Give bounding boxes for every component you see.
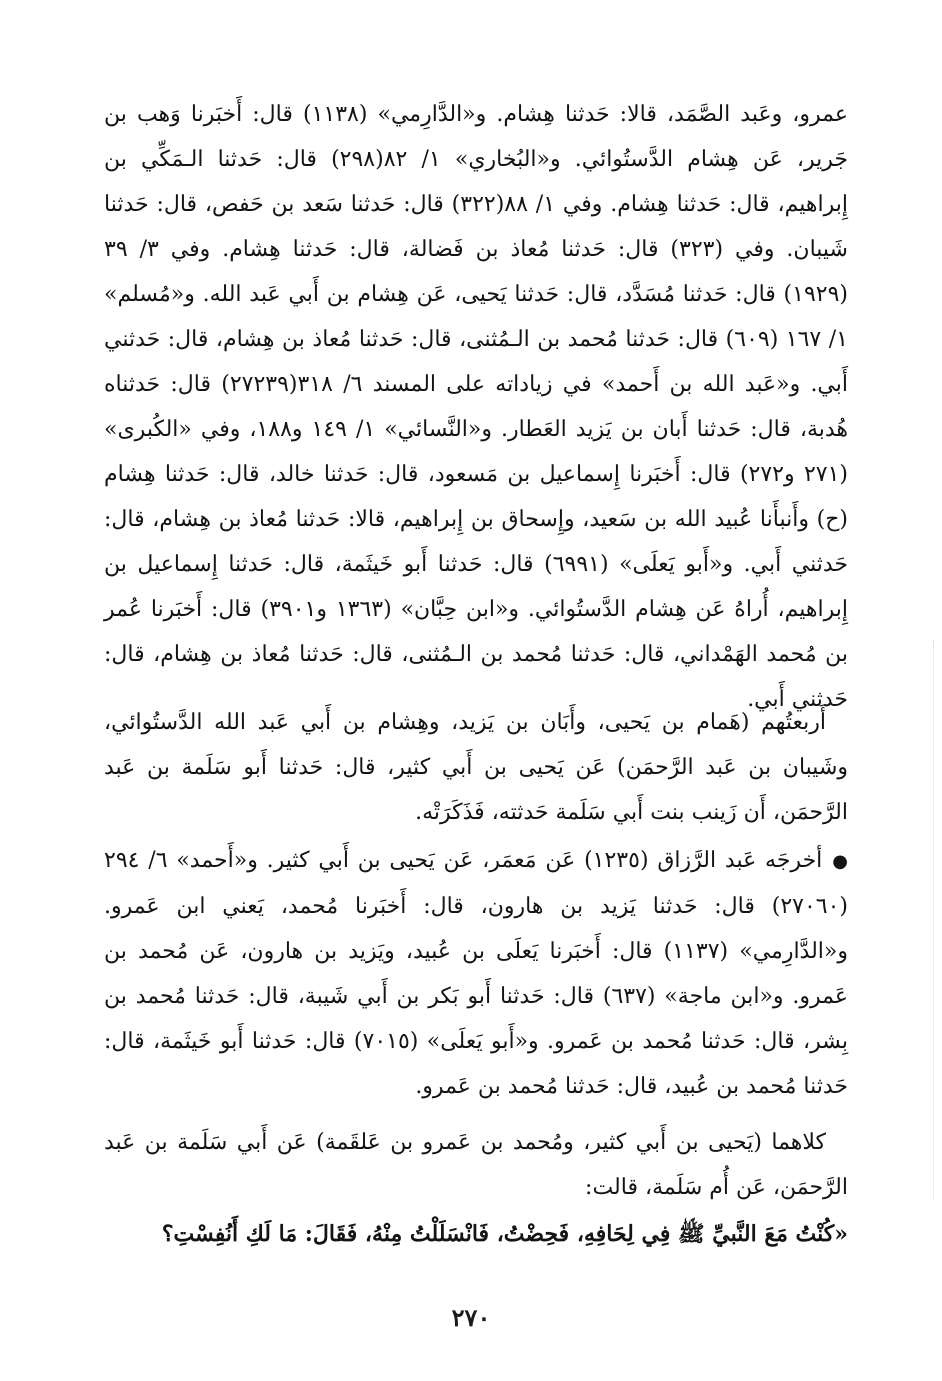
hadith-matn: «كُنْتُ مَعَ النَّبيِّ ﷺ فِي لِحَافِهِ، فَحِضْتُ، فَانْسَلَلْتُ مِنْهُ، فَقَالَ: مَا لَكِ أَنُفِسْتِ؟ <box>161 1221 848 1247</box>
page-number: ٢٧٠ <box>451 1303 491 1332</box>
narrators-paragraph: أَربعتُهم (هَمام بن يَحيى، وأَبَان بن يَزيد، وهِشام بن أَبي عَبد الله الدَّستُوائي، وشَيبان بن عَبد الرَّحمَن) عَن يَحيى بن أَبي كثير، قال: حَدثنا أَبو سَلَمة بن عَبد الرَّحمَن، أَن زَينب بنت أَبي سَلَمة حَدثته، فَذَكَرَتْه. <box>104 710 848 825</box>
isnad-summary-paragraph: كلاهما (يَحيى بن أَبي كثير، ومُحمد بن عَمرو بن عَلقَمة) عَن أَبي سَلَمة بن عَبد الرَّحمَن، عَن أُم سَلَمة، قالت: <box>104 1130 848 1200</box>
scan-margin-artifact <box>923 640 934 1200</box>
bullet-icon: ● <box>832 851 848 872</box>
hadith-takhrij-paragraph: عمرو، وعَبد الصَّمَد، قالا: حَدثنا هِشام. و«الدَّارِمي» (١١٣٨) قال: أَخبَرنا وَهب بن جَرير، عَن هِشام الدَّستُوائي. و«البُخاري» ١/ ٨٢(٢٩٨) قال: حَدثنا الـمَكِّي بن إِبراهيم، قال: حَدثنا هِشام. وفي ١/ ٨٨(٣٢٢) قال: حَدثنا سَعد بن حَفص، قال: حَدثنا شَيبان. وفي (٣٢٣) قال: حَدثنا مُعاذ بن فَضالة، قال: حَدثنا هِشام. وفي ٣/ ٣٩ (١٩٢٩) قال: حَدثنا مُسَدَّد، قال: حَدثنا يَحيى، عَن هِشام بن أَبي عَبد الله. و«مُسلم» ١/ ١٦٧ (٦٠٩) قال: حَدثنا مُحمد بن الـمُثنى، قال: حَدثنا مُعاذ بن هِشام، قال: حَدثني أَبي. و«عَبد الله بن أَحمد» في زياداته على المسند ٦/ ٣١٨(٢٧٢٣٩) قال: حَدثناه هُدبة، قال: حَدثنا أَبان بن يَزيد العَطار. و«النَّسائي» ١/ ١٤٩ و١٨٨، وفي «الكُبرى» (٢٧١ و٢٧٢) قال: أَخبَرنا إِسماعيل بن مَسعود، قال: حَدثنا خالد، قال: حَدثنا هِشام (ح) وأَنبأَنا عُبيد الله بن سَعيد، وإِسحاق بن إِبراهيم، قالا: حَدثنا مُعاذ بن هِشام، قال: حَدثني أَبي. و«أَبو يَعلَى» (٦٩٩١) قال: حَدثنا أَبو خَيثَمة، قال: حَدثنا إِسماعيل بن إِبراهيم، أُراهُ عَن هِشام الدَّستُوائي. و«ابن حِبَّان» (١٣٦٣ و٣٩٠١) قال: أَخبَرنا عُمر بن مُحمد الهَمْداني، قال: حَدثنا مُحمد بن الـمُثنى، قال: حَدثنا مُعاذ بن هِشام، قال: حَدثني أَبي. <box>104 102 849 712</box>
takhrij-bullet-paragraph <box>104 838 848 1109</box>
takhrij-bullet-text: أخرجَه عَبد الرَّزاق (١٢٣٥) عَن مَعمَر، عَن يَحيى بن أَبي كثير. و«أَحمد» ٦/ ٢٩٤ (٢٧٠٦٠) قال: حَدثنا يَزيد بن هارون، قال: أَخبَرنا مُحمد، يَعني ابن عَمرو. و«الدَّارِمي» (١١٣٧) قال: أَخبَرنا يَعلَى بن عُبيد، ويَزيد بن هارون، عَن مُحمد بن عَمرو. و«ابن ماجة» (٦٣٧) قال: حَدثنا أَبو بَكر بن أَبي شَيبة، قال: حَدثنا مُحمد بن بِشر، قال: حَدثنا مُحمد بن عَمرو. و«أَبو يَعلَى» (٧٠١٥) قال: حَدثنا أَبو خَيثَمة، قال: حَدثنا مُحمد بن عُبيد، قال: حَدثنا مُحمد بن عَمرو. <box>104 848 849 1099</box>
